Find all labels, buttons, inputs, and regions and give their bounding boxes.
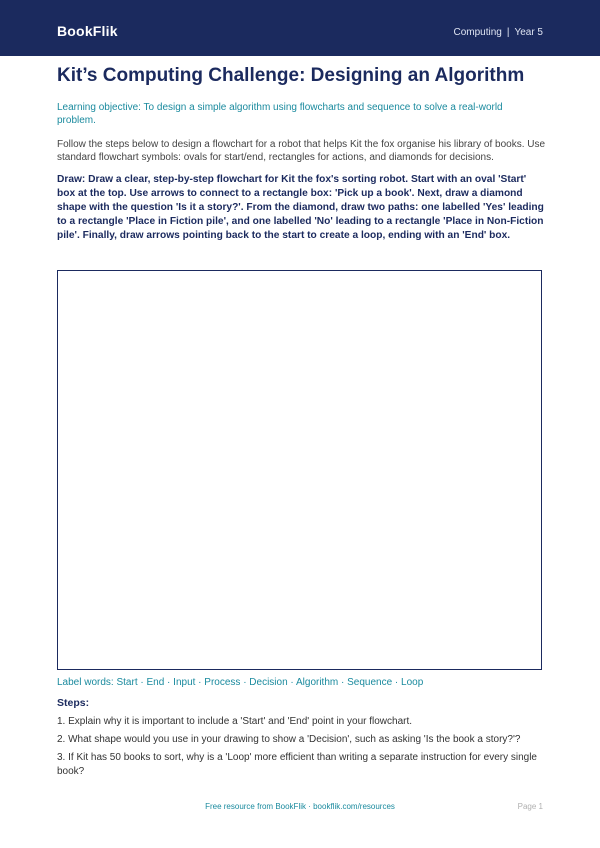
page-number: Page 1 [517,802,543,811]
page-header [0,0,600,56]
subject-meta [453,27,543,38]
intro-text: Follow the steps below to design a flowchart for a robot that helps Kit the fox organise his library of books. Use standard flowchart symbols: ovals for start/end, rectangles for actions, and diamonds for decisions. [57,139,546,163]
steps-heading: Steps: [57,697,90,709]
subject-label: Computing [453,27,502,38]
page-title: Kit’s Computing Challenge: Designing an Algorithm [57,65,525,86]
step-item: 2. What shape would you use in your drawing to show a 'Decision', such as asking 'Is the book a story?'? [57,734,521,745]
steps-list [57,715,547,783]
learning-objective: Learning objective: To design a simple algorithm using flowcharts and sequence to solve a real-world problem. [57,102,503,126]
draw-instruction: Draw: Draw a clear, step-by-step flowchart for Kit the fox's sorting robot. Start with an oval 'Start' box at the top. Use arrows to connect to a rectangle box: 'Pick up a book'. Next, draw a diamond shape with the question 'Is it a story?'. From the diamond, draw two paths: one labelled 'Yes' leading to a rectangle 'Place in Fiction pile', and one labelled 'No' leading to a rectangle 'Place in Non-Fiction pile'. Finally, draw arrows pointing back to the start to create a loop, ending with an 'End' box. [57,174,544,241]
drawing-area[interactable] [57,270,542,670]
step-item: 1. Explain why it is important to include a 'Start' and 'End' point in your flowchart. [57,716,413,727]
label-words: Label words: Start · End · Input · Process · Decision · Algorithm · Sequence · Loop [57,677,424,688]
step-item: 3. If Kit has 50 books to sort, why is a 'Loop' more efficient than writing a separate instruction for every single book? [57,752,537,777]
year-label: Year 5 [514,27,543,38]
meta-separator: | [506,27,510,38]
footer-resource-link[interactable]: Free resource from BookFlik · bookflik.com/resources [205,802,395,811]
brand-logo[interactable]: BookFlik [57,23,118,39]
